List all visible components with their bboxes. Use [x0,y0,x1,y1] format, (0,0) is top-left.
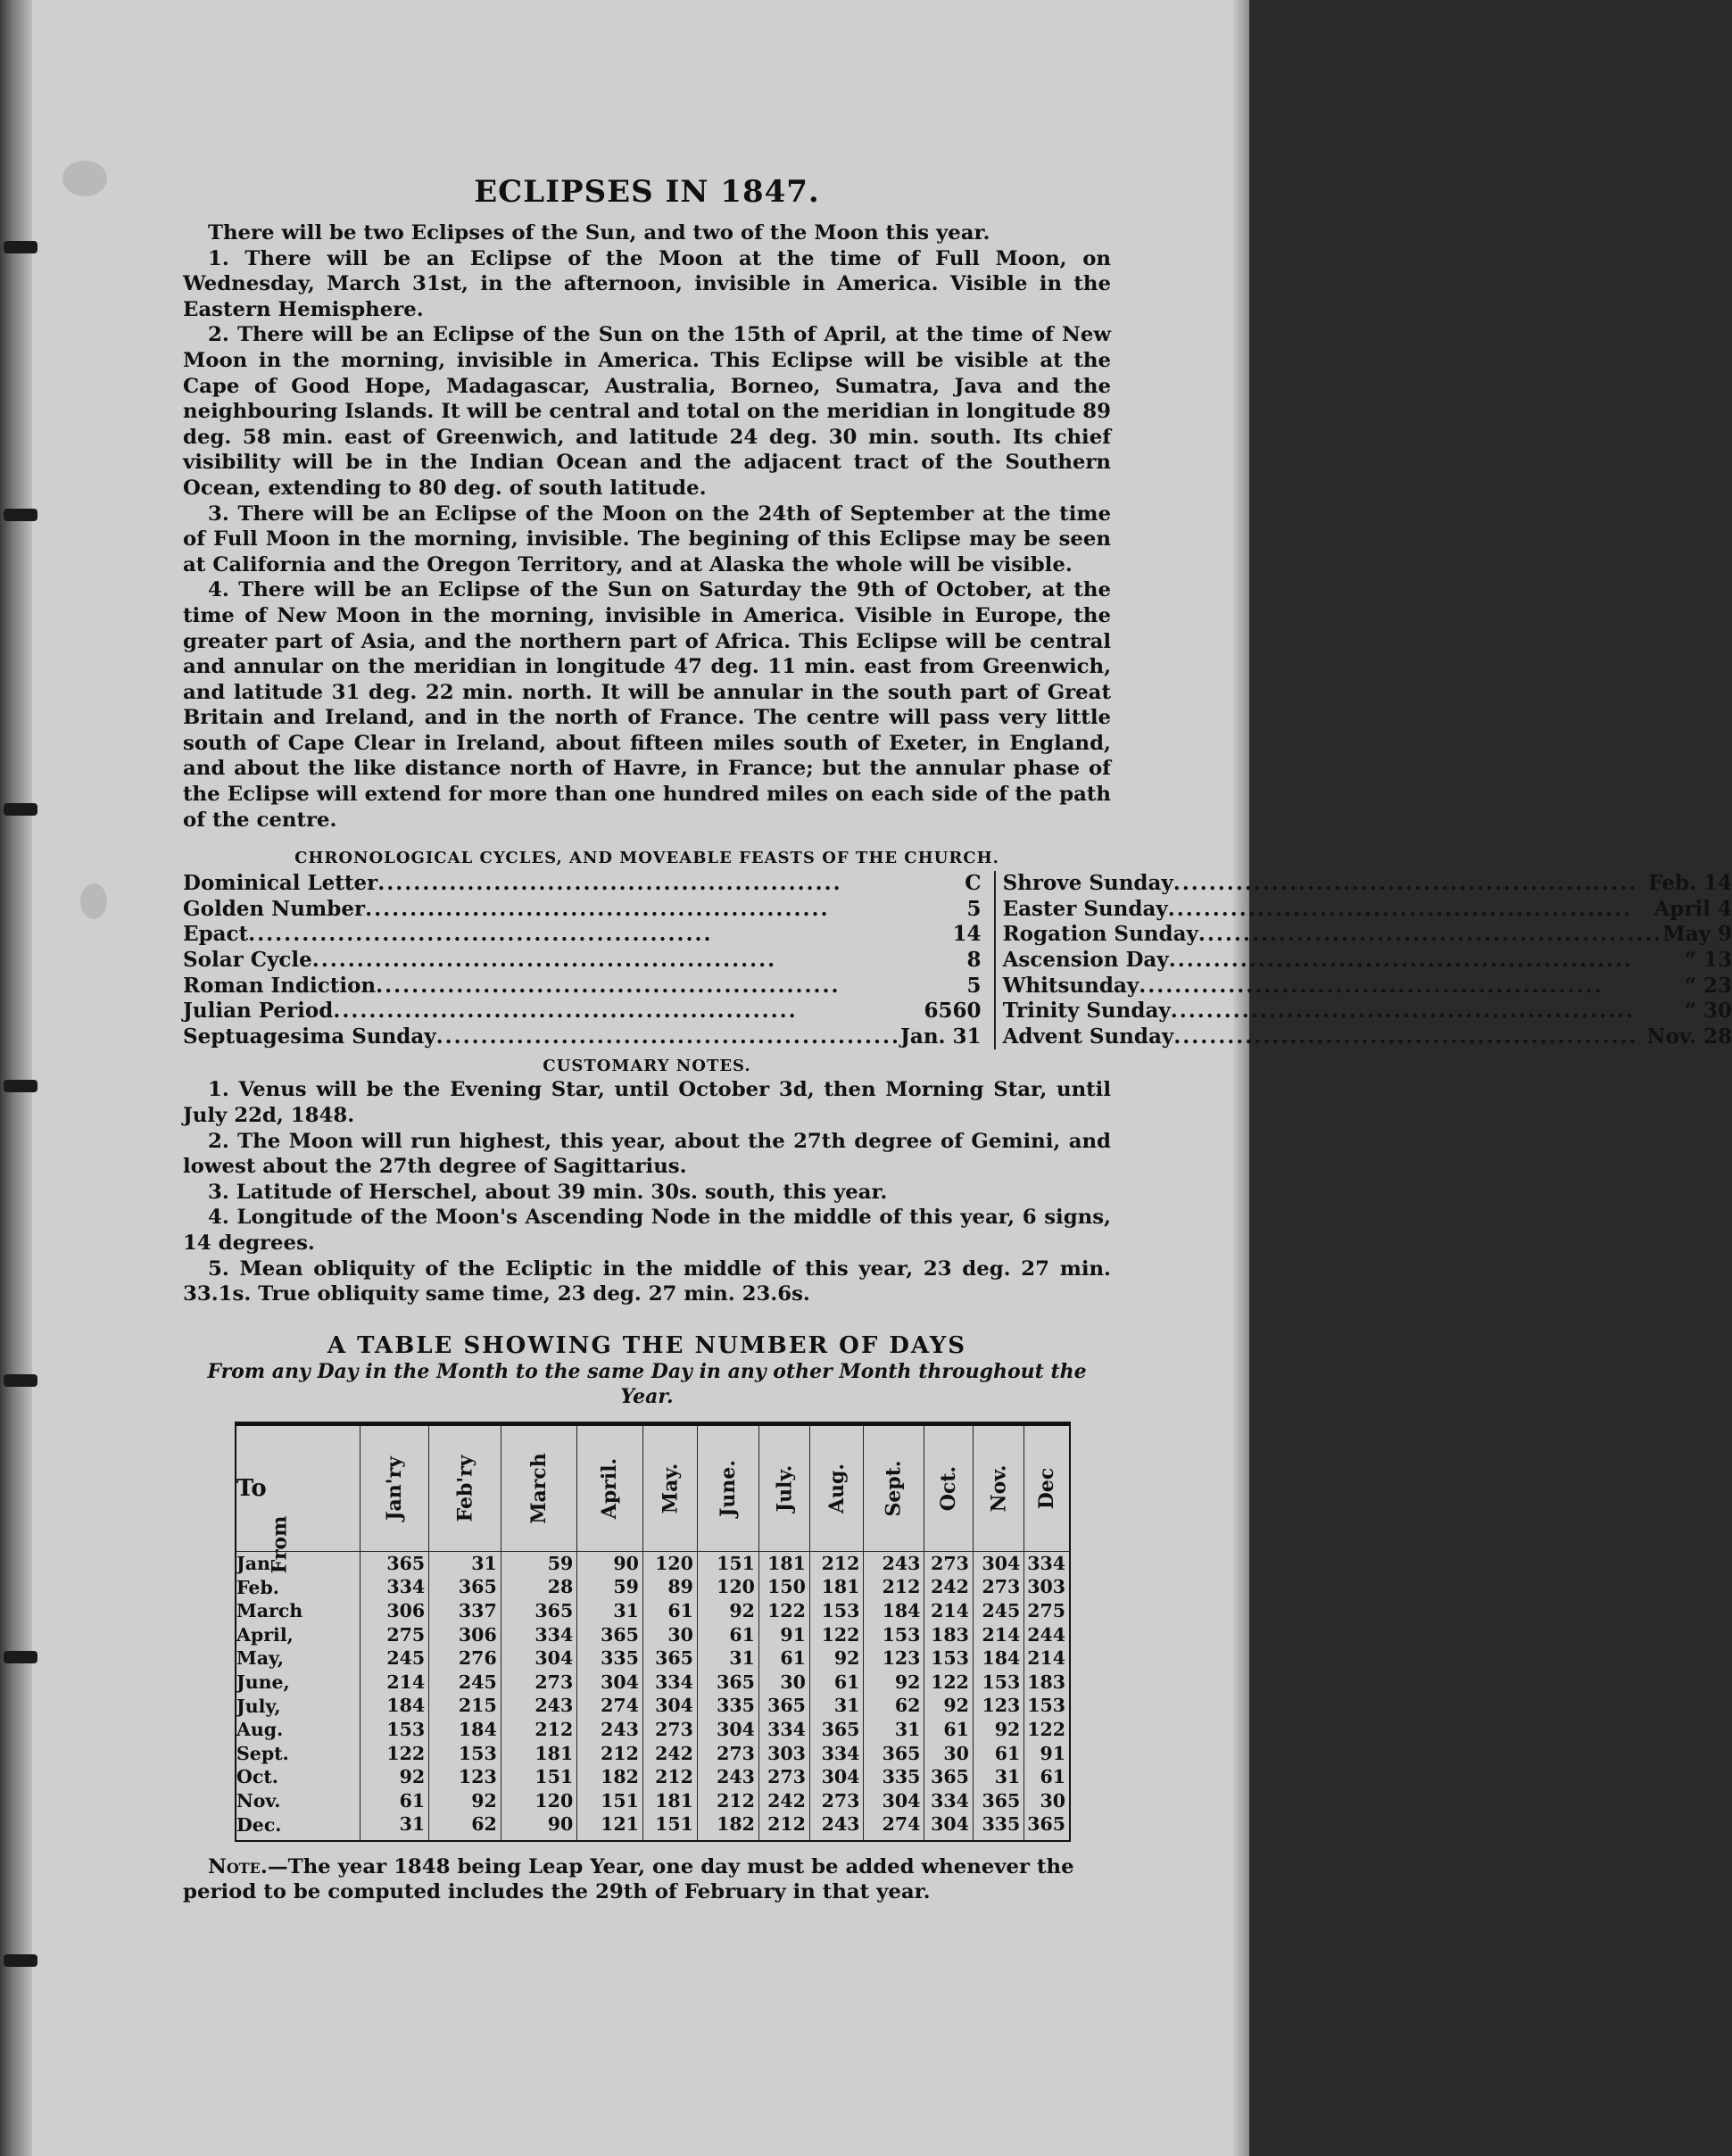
feast-date: “ 13 [1684,948,1732,973]
table-cell: 184 [360,1694,429,1718]
row-label: Aug. [236,1718,360,1742]
row-label: Feb. [236,1575,360,1599]
table-cell: 274 [864,1812,924,1841]
feast-label: Ascension Day [1002,948,1169,973]
eclipse-paragraph-2: 2. There will be an Eclipse of the Sun on the 15th of April, at the time of New Moon in the morning, invisible in America. This Eclipse will be visible at the Cape of Good Hope, Madagascar, Australia, Borneo, Sumatra, Java and the neighbouring Islands. It will be central and total on the meridian in longitude 89 deg. 58 min. east of Greenwich, and latitude 24 deg. 30 min. south. Its chief visibility will be in the Indian Ocean and the adjacent tract of the Southern Ocean, extending to 80 deg. of south latitude. [183,323,1111,500]
row-label: Jan. [236,1551,360,1575]
table-cell: 365 [758,1694,809,1718]
note-text: —The year 1848 being Leap Year, one day must be added whenever the period to be computed includes the 29th of February in that year. [183,1854,1074,1904]
table-cell: 61 [973,1742,1023,1766]
cycle-label: Dominical Letter [183,871,378,896]
table-cell: 214 [973,1623,1023,1647]
table-cell: 90 [577,1551,643,1575]
feast-date: May 9 [1662,922,1732,947]
table-cell: 365 [864,1742,924,1766]
table-cell: 153 [429,1742,501,1766]
feast-date: Nov. 28 [1646,1024,1732,1049]
paper-stain [62,161,107,196]
table-cell: 61 [697,1623,758,1647]
leader-dots [1173,871,1648,897]
eclipse-paragraph-1: 1. There will be an Eclipse of the Moon at the time of Full Moon, on Wednesday, March 31st, in the afternoon, invisible in America. Visible in the Eastern Hemisphere. [183,246,1111,321]
table-cell: 31 [429,1551,501,1575]
table-cell: 151 [697,1551,758,1575]
table-cell: 215 [429,1694,501,1718]
table-cell: 335 [577,1646,643,1671]
table-row [236,1551,1069,1575]
table-cell: 89 [642,1575,697,1599]
customary-note: 5. Mean obliquity of the Ecliptic in the middle of this year, 23 deg. 27 min. 33.1s. True obliquity same time, 23 deg. 27 min. 23.6s. [183,1256,1111,1306]
table-cell: 304 [697,1718,758,1742]
customary-note: 3. Latitude of Herschel, about 39 min. 30s. south, this year. [208,1180,888,1204]
binding-mark [4,803,37,816]
leader-dots [1198,922,1662,948]
note-label: Note. [208,1854,268,1878]
table-body [236,1551,1069,1841]
table-cell: 181 [758,1551,809,1575]
from-label: From [268,1515,292,1574]
leader-dots [1173,1024,1646,1050]
cycle-value: 8 [966,948,982,973]
column-header: Feb'ry [429,1426,501,1552]
feast-row [1003,974,1732,999]
table-cell: 183 [924,1623,974,1647]
table-cell: 184 [864,1599,924,1623]
table-cell: 334 [501,1623,577,1647]
cycle-row [183,897,982,923]
table-cell: 212 [758,1812,809,1841]
cycle-value: 14 [952,922,982,947]
table-row [236,1789,1069,1813]
column-header: Jan'ry [360,1426,429,1552]
column-header: Dec [1024,1426,1069,1552]
table-cell: 334 [809,1742,864,1766]
intro-paragraph: There will be two Eclipses of the Sun, and two of the Moon this year. [208,221,990,245]
table-cell: 122 [1024,1718,1069,1742]
table-cell: 243 [809,1812,864,1841]
table-cell: 303 [1024,1575,1069,1599]
column-header: May. [642,1426,697,1552]
table-cell: 273 [697,1742,758,1766]
table-cell: 59 [501,1551,577,1575]
table-cell: 28 [501,1575,577,1599]
customary-note: 2. The Moon will run highest, this year, about the 27th degree of Gemini, and lowest about the 27th degree of Sagittarius. [183,1129,1111,1179]
table-cell: 335 [697,1694,758,1718]
row-label: March [236,1599,360,1623]
column-header: Oct. [924,1426,974,1552]
feast-row [1003,948,1732,974]
table-cell: 365 [577,1623,643,1647]
table-cell: 122 [360,1742,429,1766]
leader-dots [312,948,967,974]
leader-dots [1171,999,1685,1024]
table-cell: 243 [864,1551,924,1575]
column-header: Aug. [809,1426,864,1552]
table-cell: 153 [973,1671,1023,1695]
row-label: May, [236,1646,360,1671]
table-cell: 212 [501,1718,577,1742]
table-row [236,1765,1069,1789]
column-header: March [501,1426,577,1552]
table-cell: 120 [697,1575,758,1599]
table-cell: 92 [973,1718,1023,1742]
table-cell: 365 [697,1671,758,1695]
cycle-label: Epact [183,922,249,947]
table-cell: 304 [924,1812,974,1841]
table-cell: 243 [501,1694,577,1718]
cycle-value: 5 [966,896,982,921]
feast-label: Whitsunday [1002,973,1139,998]
table-cell: 334 [1024,1551,1069,1575]
cycle-value: Jan. 31 [900,1024,982,1049]
column-header: April. [577,1426,643,1552]
table-cell: 30 [758,1671,809,1695]
leader-dots [376,974,966,999]
cycle-label: Septuagesima Sunday [183,1024,436,1049]
feast-row [1003,871,1732,897]
table-cell: 31 [973,1765,1023,1789]
table-cell: 334 [642,1671,697,1695]
cycle-row [183,999,982,1024]
table-cell: 31 [697,1646,758,1671]
row-label: April, [236,1623,360,1647]
table-cell: 303 [758,1742,809,1766]
table-cell: 30 [924,1742,974,1766]
table-cell: 122 [809,1623,864,1647]
row-label: Sept. [236,1742,360,1766]
table-cell: 123 [429,1765,501,1789]
table-cell: 243 [577,1718,643,1742]
table-cell: 273 [758,1765,809,1789]
leader-dots [333,999,924,1024]
table-cell: 30 [642,1623,697,1647]
feast-row [1003,999,1732,1024]
page-content [183,174,1732,1905]
binding-mark [4,1374,37,1387]
table-cell: 153 [1024,1694,1069,1718]
table-cell: 242 [924,1575,974,1599]
row-label: Dec. [236,1812,360,1841]
row-label: July, [236,1694,360,1718]
table-row [236,1599,1069,1623]
table-cell: 212 [697,1789,758,1813]
table-cell: 334 [758,1718,809,1742]
table-subtitle: From any Day in the Month to the same Day in any other Month throughout the Year. [207,1359,1087,1408]
table-cell: 273 [924,1551,974,1575]
cycle-value: 6560 [924,999,982,1024]
table-cell: 151 [642,1812,697,1841]
eclipse-paragraph-4: 4. There will be an Eclipse of the Sun on Saturday the 9th of October, at the time of New Moon in the morning, invisible in America. Visible in Europe, the greater part of Asia, and the northern part of Africa. This Eclipse will be central and annular on the meridian in longitude 47 deg. 11 min. east from Greenwich, and latitude 31 deg. 22 min. north. It will be annular in the south part of Great Britain and Ireland, and in the north of France. The centre will pass very little south of Cape Clear in Ireland, about fifteen miles south of Exeter, in England, and about the like distance north of Havre, in France; but the annular phase of the Eclipse will extend for more than one hundred miles on each side of the path of the centre. [183,578,1111,832]
table-cell: 120 [642,1551,697,1575]
table-cell: 92 [360,1765,429,1789]
row-label: Nov. [236,1789,360,1813]
table-cell: 31 [577,1599,643,1623]
binding-mark [4,241,37,253]
table-cell: 153 [360,1718,429,1742]
table-cell: 92 [924,1694,974,1718]
table-cell: 334 [924,1789,974,1813]
binding-mark [4,1954,37,1967]
feast-date: “ 23 [1684,973,1732,998]
table-row [236,1646,1069,1671]
table-cell: 92 [864,1671,924,1695]
table-cell: 243 [697,1765,758,1789]
cycles-block [183,871,1732,1049]
paper-stain [80,883,107,919]
leader-dots [1169,948,1685,974]
table-row [236,1694,1069,1718]
table-cell: 275 [360,1623,429,1647]
table-cell: 304 [973,1551,1023,1575]
days-table-frame [235,1422,1071,1842]
table-cell: 61 [758,1646,809,1671]
table-cell: 184 [429,1718,501,1742]
table-cell: 153 [864,1623,924,1647]
table-cell: 212 [809,1551,864,1575]
table-cell: 182 [697,1812,758,1841]
table-cell: 306 [360,1599,429,1623]
cycles-left-column [183,871,996,1049]
table-cell: 273 [642,1718,697,1742]
table-cell: 122 [758,1599,809,1623]
table-cell: 245 [360,1646,429,1671]
table-title: A TABLE SHOWING THE NUMBER OF DAYS [327,1331,967,1359]
table-cell: 181 [501,1742,577,1766]
table-cell: 275 [1024,1599,1069,1623]
feast-label: Easter Sunday [1002,896,1168,921]
table-cell: 182 [577,1765,643,1789]
leader-dots [377,871,965,897]
table-cell: 31 [864,1718,924,1742]
feast-date: Feb. 14 [1648,871,1732,896]
column-header: July. [758,1426,809,1552]
feast-row [1003,1024,1732,1050]
table-header-row [236,1426,1069,1552]
table-cell: 337 [429,1599,501,1623]
leader-dots [436,1024,900,1050]
table-cell: 61 [360,1789,429,1813]
table-cell: 62 [864,1694,924,1718]
feast-label: Rogation Sunday [1002,922,1198,947]
cycle-row [183,948,982,974]
table-cell: 61 [924,1718,974,1742]
table-cell: 153 [924,1646,974,1671]
feast-label: Advent Sunday [1002,1024,1174,1049]
table-cell: 212 [642,1765,697,1789]
table-cell: 273 [973,1575,1023,1599]
table-cell: 306 [429,1623,501,1647]
leader-dots [1168,897,1654,923]
table-cell: 365 [501,1599,577,1623]
leader-dots [365,897,966,923]
table-cell: 31 [360,1812,429,1841]
table-cell: 212 [864,1575,924,1599]
cycle-row [183,922,982,948]
cycle-value: 5 [966,973,982,998]
table-cell: 335 [973,1812,1023,1841]
table-cell: 214 [360,1671,429,1695]
table-cell: 276 [429,1646,501,1671]
feast-label: Shrove Sunday [1002,871,1173,896]
table-row [236,1623,1069,1647]
cycle-row [183,974,982,999]
table-cell: 334 [360,1575,429,1599]
table-cell: 59 [577,1575,643,1599]
row-label: June, [236,1671,360,1695]
table-cell: 365 [642,1646,697,1671]
column-header: Sept. [864,1426,924,1552]
table-cell: 153 [809,1599,864,1623]
table-row [236,1671,1069,1695]
table-cell: 365 [973,1789,1023,1813]
days-table [235,1426,1069,1842]
table-cell: 123 [864,1646,924,1671]
table-row [236,1575,1069,1599]
table-cell: 242 [758,1789,809,1813]
table-cell: 92 [697,1599,758,1623]
binding-mark [4,509,37,521]
row-label: Oct. [236,1765,360,1789]
table-cell: 150 [758,1575,809,1599]
book-spine [0,0,32,2156]
feast-date: April 4 [1653,896,1732,921]
table-cell: 184 [973,1646,1023,1671]
table-row [236,1718,1069,1742]
table-cell: 61 [1024,1765,1069,1789]
table-cell: 30 [1024,1789,1069,1813]
page-edge [1233,0,1249,2156]
table-cell: 92 [429,1789,501,1813]
cycle-label: Roman Indiction [183,973,377,998]
leader-dots [1139,974,1685,999]
binding-mark [4,1651,37,1663]
table-cell: 304 [809,1765,864,1789]
cycles-heading: CHRONOLOGICAL CYCLES, AND MOVEABLE FEASTS OF THE CHURCH. [294,849,999,868]
feast-date: “ 30 [1684,999,1732,1024]
table-cell: 335 [864,1765,924,1789]
table-cell: 122 [924,1671,974,1695]
table-cell: 365 [360,1551,429,1575]
table-cell: 61 [642,1599,697,1623]
cycle-label: Solar Cycle [183,948,312,973]
feast-row [1003,897,1732,923]
cycle-value: C [965,871,982,896]
table-cell: 181 [642,1789,697,1813]
table-cell: 273 [809,1789,864,1813]
table-cell: 365 [924,1765,974,1789]
table-cell: 151 [501,1765,577,1789]
table-cell: 62 [429,1812,501,1841]
feast-label: Trinity Sunday [1002,999,1171,1024]
table-row [236,1742,1069,1766]
table-cell: 273 [501,1671,577,1695]
table-cell: 151 [577,1789,643,1813]
table-cell: 212 [577,1742,643,1766]
cycles-right-column [996,871,1732,1049]
table-cell: 121 [577,1812,643,1841]
table-cell: 245 [429,1671,501,1695]
customary-note: 1. Venus will be the Evening Star, until October 3d, then Morning Star, until July 22d, 1848. [183,1078,1111,1127]
table-cell: 304 [642,1694,697,1718]
column-header: Nov. [973,1426,1023,1552]
table-cell: 123 [973,1694,1023,1718]
table-cell: 274 [577,1694,643,1718]
table-cell: 214 [924,1599,974,1623]
column-header: June. [697,1426,758,1552]
table-row [236,1812,1069,1841]
table-cell: 91 [758,1623,809,1647]
eclipse-paragraph-3: 3. There will be an Eclipse of the Moon on the 24th of September at the time of Full Moon in the morning, invisible. The begining of this Eclipse may be seen at California and the Oregon Territory, and at Alaska the whole will be visible. [183,502,1111,576]
table-cell: 245 [973,1599,1023,1623]
customary-notes-heading: CUSTOMARY NOTES. [543,1057,751,1076]
table-cell: 365 [429,1575,501,1599]
table-cell: 91 [1024,1742,1069,1766]
table-cell: 244 [1024,1623,1069,1647]
cycle-row [183,1024,982,1050]
table-cell: 214 [1024,1646,1069,1671]
table-cell: 90 [501,1812,577,1841]
table-cell: 304 [577,1671,643,1695]
table-cell: 183 [1024,1671,1069,1695]
binding-mark [4,1080,37,1092]
cycle-row [183,871,982,897]
table-cell: 365 [1024,1812,1069,1841]
table-cell: 365 [809,1718,864,1742]
page-title: ECLIPSES IN 1847. [474,174,820,210]
feast-row [1003,922,1732,948]
leader-dots [248,922,952,948]
table-cell: 92 [809,1646,864,1671]
customary-note: 4. Longitude of the Moon's Ascending Node in the middle of this year, 6 signs, 14 degrees. [183,1206,1111,1255]
table-cell: 181 [809,1575,864,1599]
table-cell: 61 [809,1671,864,1695]
table-cell: 304 [501,1646,577,1671]
leap-year-note [183,1854,1111,1905]
table-cell: 31 [809,1694,864,1718]
to-label: To [236,1426,360,1552]
table-cell: 120 [501,1789,577,1813]
table-cell: 242 [642,1742,697,1766]
table-cell: 304 [864,1789,924,1813]
cycle-label: Julian Period [183,999,334,1024]
cycle-label: Golden Number [183,896,366,921]
